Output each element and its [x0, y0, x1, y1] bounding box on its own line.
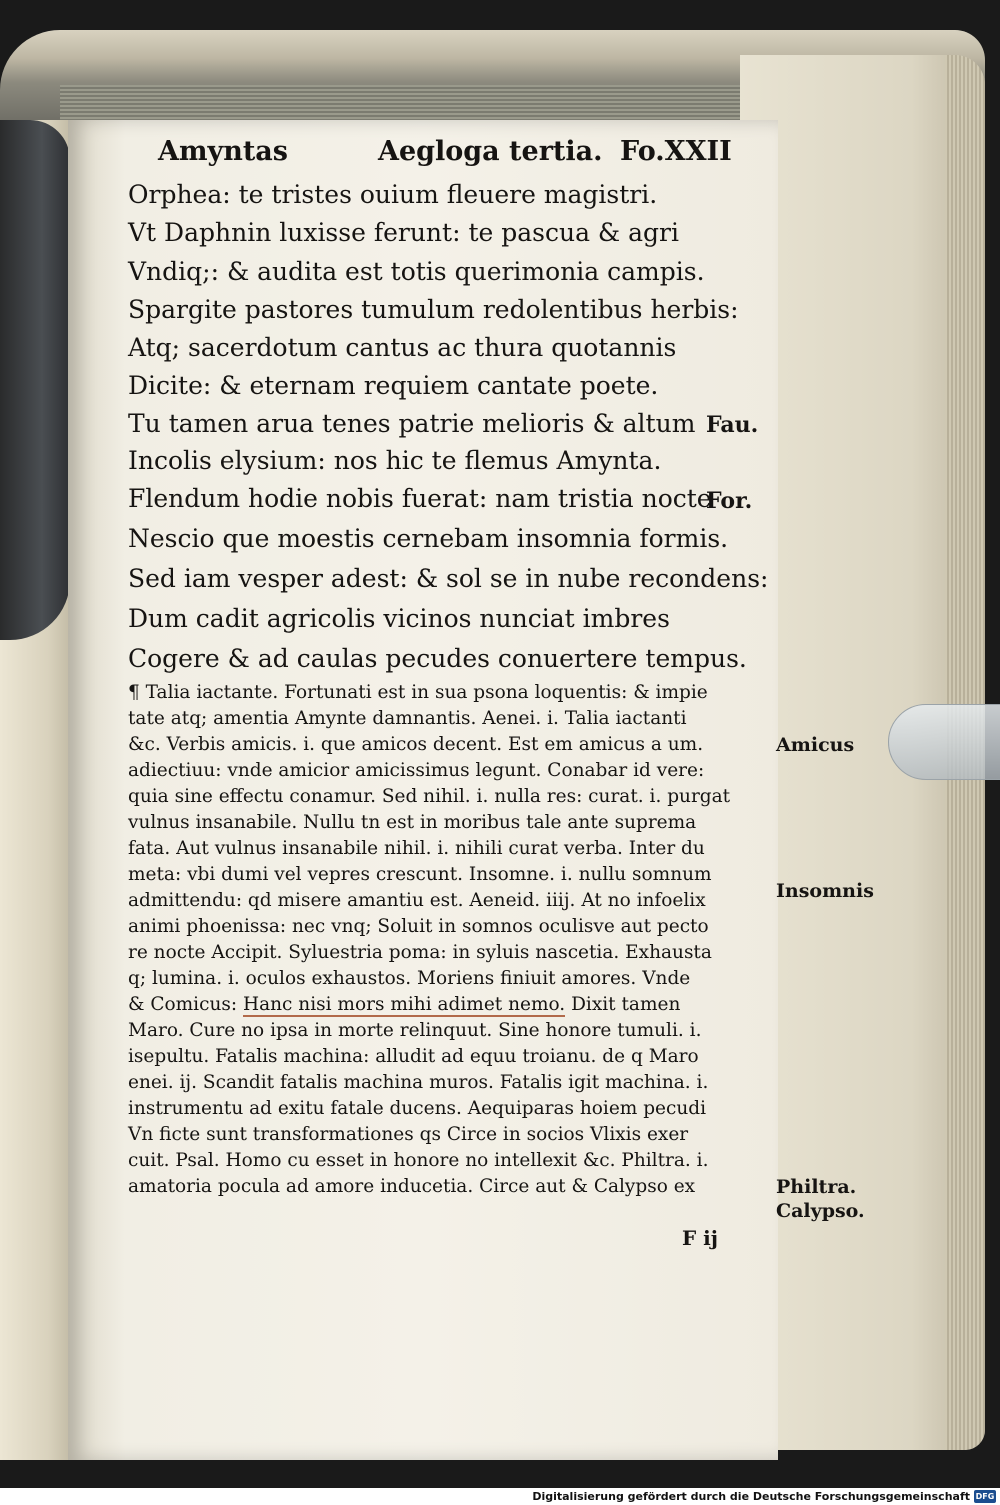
- commentary-line: animi phoenissa: nec vnq; Soluit in somnos oculisve aut pecto: [128, 916, 709, 937]
- commentary-line: amatoria pocula ad amore inducetia. Circe aut & Calypso ex: [128, 1176, 696, 1197]
- footer-credit: Digitalisierung gefördert durch die Deutsche Forschungsgemeinschaft: [532, 1490, 970, 1503]
- verse-line: Tu tamen arua tenes patrie melioris & altum: [128, 409, 696, 438]
- commentary-line: re nocte Accipit. Syluestria poma: in syluis nascetia. Exhausta: [128, 942, 712, 963]
- verse-line: Vndiq;: & audita est totis querimonia campis.: [128, 257, 705, 286]
- commentary-line: adiectiuu: vnde amicior amicissimus legunt. Conabar id vere:: [128, 760, 705, 781]
- verse-line: Orphea: te tristes ouium fleuere magistri.: [128, 180, 658, 209]
- commentary-line: vulnus insanabile. Nullu tn est in moribus tale ante suprema: [128, 812, 697, 833]
- commentary-line: quia sine effectu conamur. Sed nihil. i. nulla res: curat. i. purgat: [128, 786, 731, 807]
- dfg-logo-icon: DFG: [975, 1492, 995, 1501]
- commentary-line: cuit. Psal. Homo cu esset in honore no intellexit &c. Philtra. i.: [128, 1150, 709, 1171]
- verse-line: Vt Daphnin luxisse ferunt: te pascua & agri: [128, 218, 679, 247]
- verse-line: Dum cadit agricolis vicinos nunciat imbres: [128, 604, 670, 633]
- commentary-line: admittendu: qd misere amantiu est. Aeneid. iiij. At no infoelix: [128, 890, 706, 911]
- underlined-quote: Hanc nisi mors mihi adimet nemo.: [242, 994, 566, 1015]
- commentary-line: q; lumina. i. oculos exhaustos. Moriens finiuit amores. Vnde: [128, 968, 691, 989]
- verse-line: Nescio que moestis cernebam insomnia formis.: [128, 524, 729, 553]
- commentary-line: enei. ij. Scandit fatalis machina muros. Fatalis igit machina. i.: [128, 1072, 709, 1093]
- verse-line: Flendum hodie nobis fuerat: nam tristia nocte: [128, 484, 712, 513]
- margin-note-philtra: Philtra.: [776, 1176, 857, 1198]
- commentary-line: instrumentu ad exitu fatale ducens. Aequiparas hoiem pecudi: [128, 1098, 707, 1119]
- commentary-line: tate atq; amentia Amynte damnantis. Aenei. i. Talia iactanti: [128, 708, 687, 729]
- margin-note-for: For.: [706, 488, 753, 514]
- commentary-line: &c. Verbis amicis. i. que amicos decent. Est em amicus a um.: [128, 734, 704, 755]
- commentary-line: fata. Aut vulnus insanabile nihil. i. nihili curat verba. Inter du: [128, 838, 705, 859]
- digitization-footer: [0, 1488, 1000, 1505]
- signature-mark: F ij: [682, 1226, 718, 1250]
- margin-note-fau: Fau.: [706, 412, 759, 438]
- commentary-text: Dixit tamen: [565, 994, 681, 1015]
- verse-line: Incolis elysium: nos hic te flemus Amynta.: [128, 446, 662, 475]
- commentary-line: ¶ Talia iactante. Fortunati est in sua psona loquentis: & impie: [128, 682, 708, 703]
- commentary-line: isepultu. Fatalis machina: alludit ad equu troianu. de q Maro: [128, 1046, 699, 1067]
- verse-line: Cogere & ad caulas pecudes conuertere tempus.: [128, 644, 747, 673]
- header-folio: Fo.XXII: [620, 136, 732, 167]
- commentary-text: & Comicus:: [128, 994, 243, 1015]
- commentary-line: Maro. Cure no ipsa in morte relinquut. Sine honore tumuli. i.: [128, 1020, 702, 1041]
- verse-line: Dicite: & eternam requiem cantate poete.: [128, 371, 659, 400]
- commentary-line: [128, 994, 680, 1015]
- commentary-line: Vn ficte sunt transformationes qs Circe in socios Vlixis exer: [128, 1124, 689, 1145]
- header-left: Amyntas: [158, 136, 289, 167]
- verse-line: Atq; sacerdotum cantus ac thura quotannis: [128, 333, 677, 362]
- header-center: Aegloga tertia.: [378, 136, 603, 167]
- verse-line: Sed iam vesper adest: & sol se in nube recondens:: [128, 564, 769, 593]
- margin-note-calypso: Calypso.: [776, 1200, 865, 1222]
- margin-note-insomnis: Insomnis: [776, 880, 874, 902]
- verse-line: Spargite pastores tumulum redolentibus herbis:: [128, 295, 739, 324]
- commentary-line: meta: vbi dumi vel vepres crescunt. Insomne. i. nullu somnum: [128, 864, 712, 885]
- margin-note-amicus: Amicus: [776, 734, 855, 756]
